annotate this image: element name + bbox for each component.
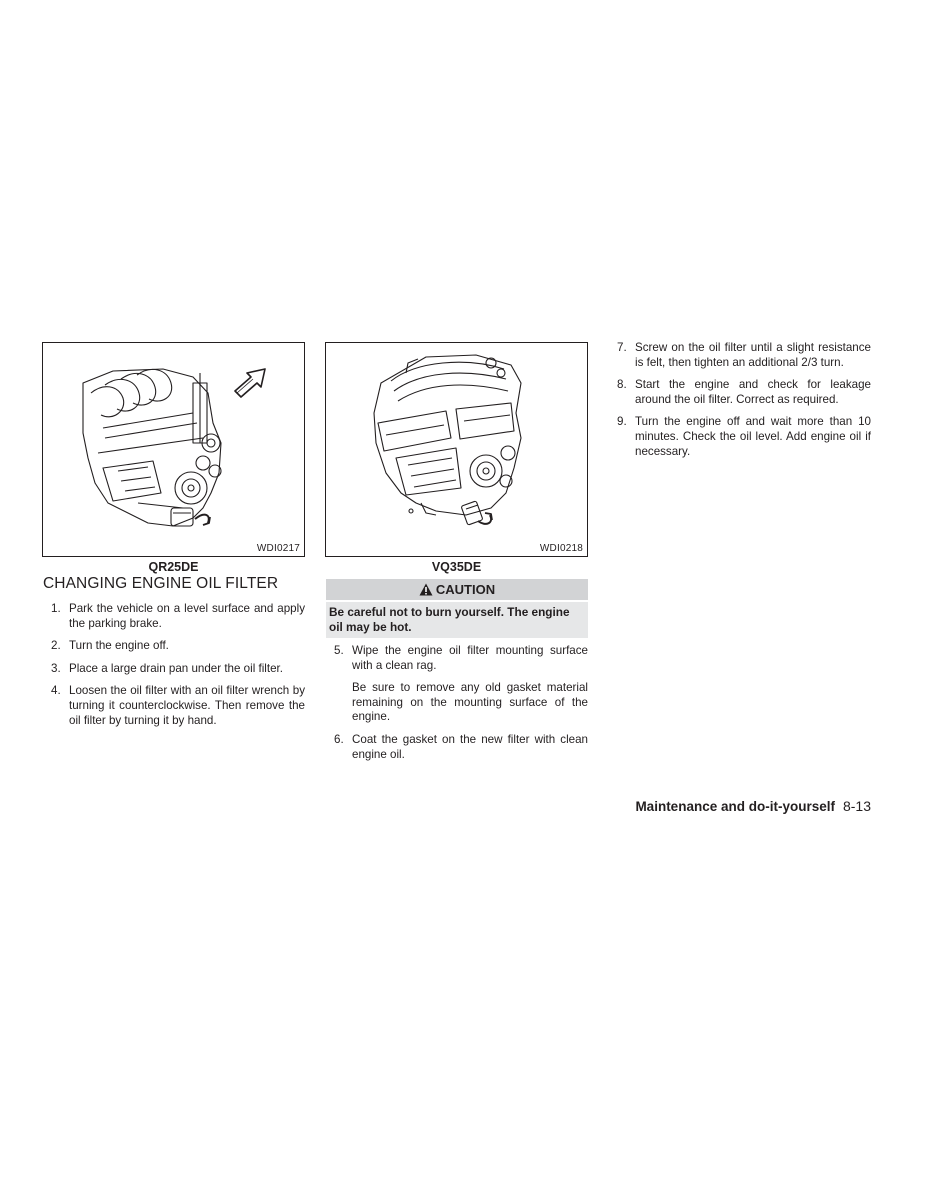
list-item <box>609 341 871 370</box>
engine-qr25de-illustration <box>43 343 304 556</box>
step-number: 7. <box>617 341 627 354</box>
list-item <box>609 378 871 407</box>
caution-text: Be careful not to burn yourself. The engine oil may be hot. <box>326 602 588 638</box>
step-text: Park the vehicle on a level surface and apply the parking brake. <box>69 602 305 630</box>
step-text: Start the engine and check for leakage around the oil filter. Correct as required. <box>635 378 871 406</box>
step-number: 5. <box>334 644 344 657</box>
caution-title: CAUTION <box>435 582 496 597</box>
caution-header <box>326 579 588 600</box>
footer-section-title: Maintenance and do-it-yourself <box>635 799 835 814</box>
figure-caption-qr25de: QR25DE <box>148 560 199 574</box>
step-text: Screw on the oil filter until a slight resistance is felt, then tighten an additional 2/3 turn. <box>635 341 871 369</box>
step-text: Loosen the oil filter with an oil filter wrench by turning it counterclockwise. Then remove the oil filter by turning it by hand. <box>69 684 305 727</box>
step-text: Wipe the engine oil filter mounting surface with a clean rag. <box>352 644 588 672</box>
steps-left <box>43 602 305 736</box>
section-title: CHANGING ENGINE OIL FILTER <box>43 575 279 592</box>
figure-code: WDI0218 <box>539 543 583 554</box>
step-number: 2. <box>51 639 61 653</box>
warning-icon <box>419 583 433 596</box>
step-number: 8. <box>617 378 627 392</box>
list-item <box>43 602 305 631</box>
figure-code: WDI0217 <box>256 543 300 554</box>
figure-caption-vq35de: VQ35DE <box>431 560 482 574</box>
step-number: 9. <box>617 415 627 429</box>
figure-vq35de <box>325 342 588 557</box>
engine-vq35de-illustration <box>326 343 587 556</box>
step-number: 6. <box>334 732 344 746</box>
figure-qr25de <box>42 342 305 557</box>
step-number: 4. <box>51 684 61 698</box>
step-text: Coat the gasket on the new filter with clean engine oil. <box>352 732 588 761</box>
caution-box <box>326 579 588 638</box>
step-number: 3. <box>51 661 61 675</box>
page-footer <box>635 798 871 814</box>
list-item <box>326 733 588 762</box>
list-item <box>43 684 305 728</box>
list-item <box>43 639 305 654</box>
step-number: 1. <box>51 602 61 615</box>
steps-middle <box>326 644 588 770</box>
page-number: 8-13 <box>842 798 871 814</box>
step-text: Place a large drain pan under the oil filter. <box>69 661 283 675</box>
step-text: Turn the engine off and wait more than 10 minutes. Check the oil level. Add engine oil if necessary. <box>635 415 871 458</box>
steps-right <box>609 341 871 467</box>
step-note: Be sure to remove any old gasket material remaining on the mounting surface of the engine. <box>352 681 588 724</box>
list-item <box>326 644 588 725</box>
step-text: Turn the engine off. <box>69 639 169 653</box>
list-item <box>43 662 305 677</box>
list-item <box>609 415 871 459</box>
